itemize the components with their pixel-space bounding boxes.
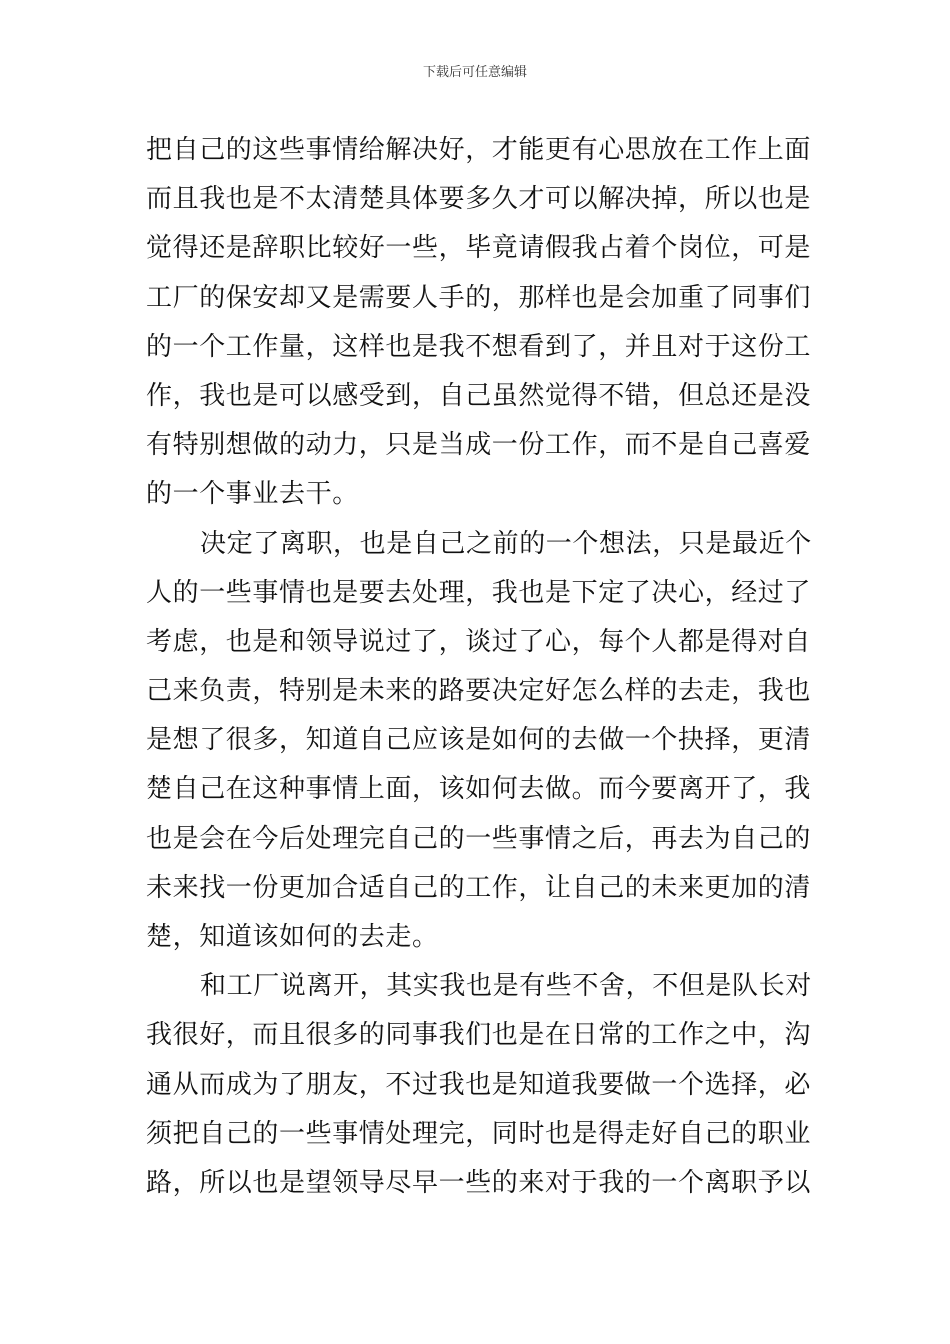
text-line: 把自己的这些事情给解决好，才能更有心思放在工作上面 [146,135,812,165]
text-line: 和工厂说离开，其实我也是有些不舍，不但是队长对 [200,971,812,1002]
text-line: 有特别想做的动力，只是当成一份工作，而不是自己喜爱 [146,430,812,461]
text-line: 楚自己在这种事情上面，该如何去做。而今要离开了，我 [146,774,812,805]
text-line: 觉得还是辞职比较好一些，毕竟请假我占着个岗位，可是 [146,233,812,264]
text-line: 是想了很多，知道自己应该是如何的去做一个抉择，更清 [146,725,812,756]
text-line: 决定了离职，也是自己之前的一个想法，只是最近个 [200,528,812,559]
text-line: 工厂的保安却又是需要人手的，那样也是会加重了同事们 [146,282,812,313]
header-note: 下载后可任意编辑 [422,65,527,80]
text-line: 人的一些事情也是要去处理，我也是下定了决心，经过了 [146,577,812,608]
text-line: 作，我也是可以感受到，自己虽然觉得不错，但总还是没 [146,380,812,411]
text-line: 通从而成为了朋友，不过我也是知道我要做一个选择，必 [146,1069,812,1100]
text-line: 须把自己的一些事情处理完，同时也是得走好自己的职业 [146,1118,812,1149]
text-line: 也是会在今后处理完自己的一些事情之后，再去为自己的 [146,823,812,854]
text-line: 我很好，而且很多的同事我们也是在日常的工作之中，沟 [146,1020,812,1051]
text-line: 己来负责，特别是未来的路要决定好怎么样的去走，我也 [146,676,812,707]
text-line: 考虑，也是和领导说过了，谈过了心，每个人都是得对自 [146,626,812,657]
text-line: 未来找一份更加合适自己的工作，让自己的未来更加的清 [146,872,812,903]
text-line: 楚，知道该如何的去走。 [146,922,439,952]
text-line: 路，所以也是望领导尽早一些的来对于我的一个离职予以 [146,1167,812,1198]
text-line: 的一个事业去干。 [146,479,359,510]
text-line: 的一个工作量，这样也是我不想看到了，并且对于这份工 [146,331,812,362]
body-text [146,126,812,1208]
text-line: 而且我也是不太清楚具体要多久才可以解决掉，所以也是 [146,184,812,215]
